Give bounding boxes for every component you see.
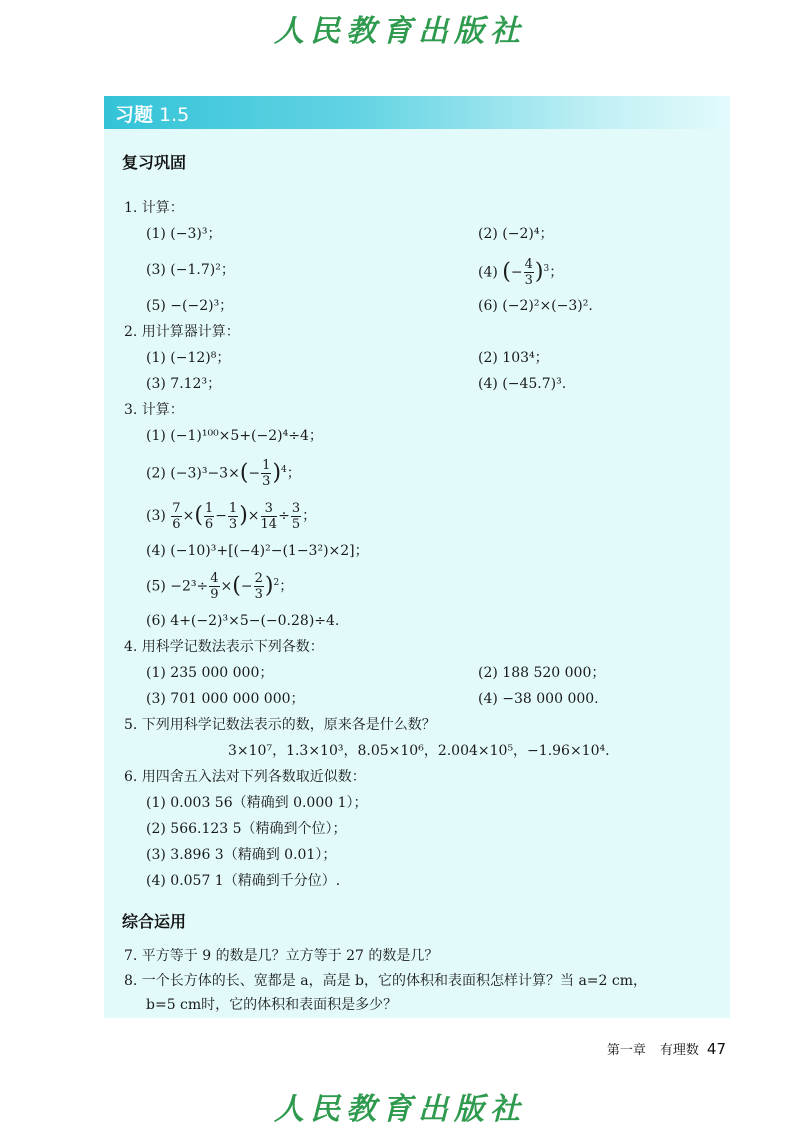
q4-stem: 4. 用科学记数法表示下列各数： <box>124 639 324 655</box>
footer-chapter: 第一章 <box>606 1043 646 1058</box>
q2-part3: (3) 7.12³； <box>146 376 222 392</box>
q1-part4-label: (4) <box>478 264 498 281</box>
q3-part3-label: (3) <box>146 508 166 524</box>
title-bar <box>104 96 730 129</box>
exercise-title-label: 习题 <box>115 104 154 126</box>
q3-part4: (4) (−10)³+[(−4)²−(1−3²)×2]； <box>146 543 369 559</box>
q2-part1: (1) (−12)⁸； <box>146 350 231 366</box>
publisher-watermark-bottom: 人民教育出版社 <box>274 1092 526 1127</box>
q7-text: 7. 平方等于 9 的数是几？立方等于 27 的数是几？ <box>124 948 439 964</box>
q6-part1: (1) 0.003 56（精确到 0.000 1）； <box>146 795 368 811</box>
q8-line1: 8. 一个长方体的长、宽都是 a，高是 b，它的体积和表面积怎样计算？当 a=2 cm， <box>124 973 648 989</box>
footer-title: 有理数 <box>659 1043 699 1058</box>
q5-numbers: 3×10⁷，1.3×10³，8.05×10⁶，2.004×10⁵，−1.96×10⁴. <box>228 743 610 759</box>
q4-part2: (2) 188 520 000； <box>478 665 606 681</box>
q2-part2: (2) 103⁴； <box>478 350 549 366</box>
q4-part1: (1) 235 000 000； <box>146 665 274 681</box>
q6-stem: 6. 用四舍五入法对下列各数取近似数： <box>124 769 366 785</box>
q4-part4: (4) −38 000 000. <box>478 691 599 707</box>
q2-part4: (4) (−45.7)³. <box>478 376 567 392</box>
q2-stem: 2. 用计算器计算： <box>124 324 240 340</box>
q3-part5: (5) −2³÷ $\frac{4}{9}$ ×(− $\frac{2}{3}$ )$^2$； <box>146 571 294 603</box>
q6-part3: (3) 3.896 3（精确到 0.01）； <box>146 847 337 863</box>
q8-line2: b=5 cm时，它的体积和表面积是多少？ <box>146 997 398 1013</box>
q3-part3: (3) $\frac{7}{6}$ ×( $\frac{1}{6}$ − $\frac{1}{3}$ )× $\frac{3}{14}$ ÷ $\frac{3}{5}$ ； <box>146 500 317 532</box>
q4-part3: (3) 701 000 000 000； <box>146 691 305 707</box>
q3-part5-label: (5) −2³÷ <box>146 578 209 595</box>
q1-part3: (3) (−1.7)²； <box>146 262 235 278</box>
q1-part4: (4) (− $\frac{4}{3}$ )$^3$； <box>478 257 564 289</box>
q1-stem: 1. 计算： <box>124 200 184 216</box>
q6-part4: (4) 0.057 1（精确到千分位）. <box>146 873 341 889</box>
q3-part1: (1) (−1)¹⁰⁰×5+(−2)⁴÷4； <box>146 428 323 444</box>
q3-part2-label: (2) (−3)³−3× <box>146 465 240 482</box>
section-review: 复习巩固 <box>122 153 187 172</box>
q1-part2: (2) (−2)⁴； <box>478 226 554 242</box>
page-number: 47 <box>706 1040 726 1058</box>
q3-part6: (6) 4+(−2)³×5−(−0.28)÷4. <box>146 613 340 629</box>
publisher-watermark-top: 人民教育出版社 <box>274 14 526 49</box>
q5-stem: 5. 下列用科学记数法表示的数，原来各是什么数？ <box>124 717 436 733</box>
exercise-title-number: 1.5 <box>159 104 190 126</box>
q6-part2: (2) 566.123 5（精确到个位）； <box>146 821 347 837</box>
page-footer <box>607 1039 726 1058</box>
q1-part1: (1) (−3)³； <box>146 226 222 242</box>
q1-part5: (5) −(−2)³； <box>146 298 234 314</box>
q1-part6: (6) (−2)²×(−3)². <box>478 298 593 314</box>
q3-part2: (2) (−3)³−3×(− $\frac{1}{3}$ )$^4$； <box>146 458 301 490</box>
exercise-title <box>115 100 189 127</box>
q3-stem: 3. 计算： <box>124 402 184 418</box>
section-apply: 综合运用 <box>122 912 187 931</box>
q1-part4-fraction: $\frac{4}{3}$ <box>524 257 533 289</box>
